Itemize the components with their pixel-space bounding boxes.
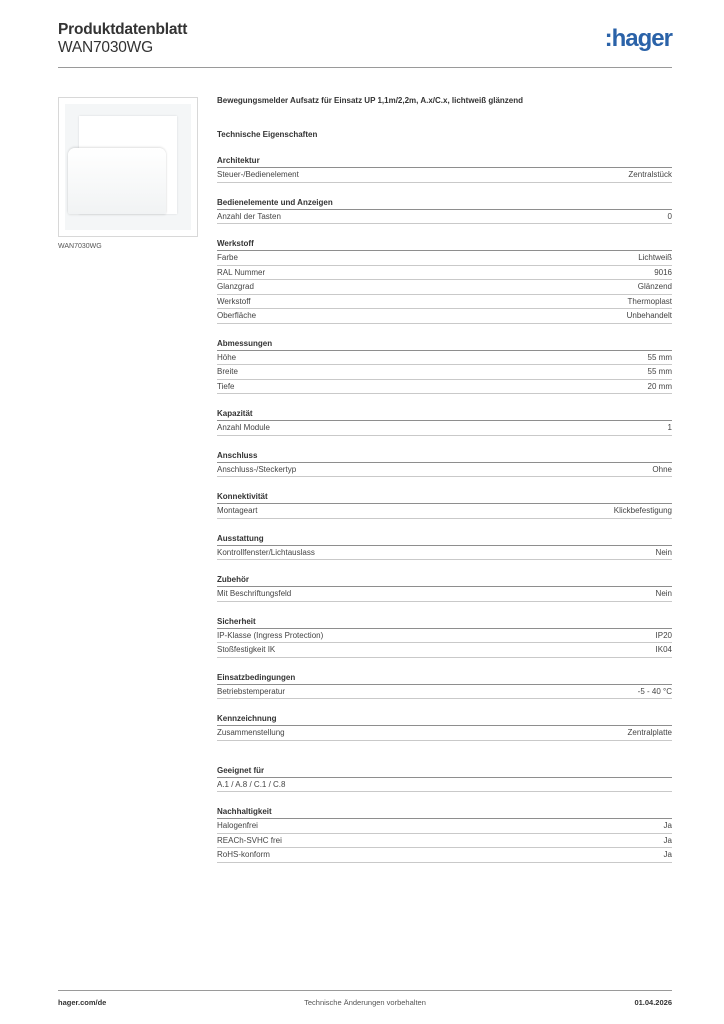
section-title: Sicherheit — [217, 616, 672, 629]
spec-value: IK04 — [655, 645, 672, 654]
spec-value: IP20 — [655, 630, 672, 640]
spec-value: Zentralstück — [628, 170, 672, 179]
spec-row — [217, 778, 672, 793]
section-title: Abmessungen — [217, 338, 672, 351]
spec-label: Werkstoff — [217, 296, 251, 306]
spec-section — [217, 533, 672, 561]
section-title: Kennzeichnung — [217, 713, 672, 726]
spec-label: Tiefe — [217, 381, 235, 391]
spec-value: Zentralplatte — [627, 728, 672, 737]
spec-section — [217, 491, 672, 519]
section-title: Werkstoff — [217, 238, 672, 251]
spec-section — [217, 197, 672, 225]
spec-row — [217, 421, 672, 436]
spec-row — [217, 251, 672, 266]
footer-disclaimer: Technische Änderungen vorbehalten — [304, 998, 426, 1007]
section-title: Anschluss — [217, 450, 672, 463]
section-title: Kapazität — [217, 408, 672, 421]
spec-section — [217, 672, 672, 700]
spec-value: 0 — [667, 211, 672, 221]
spec-label: Anzahl der Tasten — [217, 211, 281, 221]
footer-website: hager.com/de — [58, 998, 107, 1007]
spec-row — [217, 295, 672, 310]
spec-row — [217, 351, 672, 366]
spec-value: Klickbefestigung — [613, 506, 672, 515]
spec-row — [217, 168, 672, 183]
motion-detector-cover — [68, 148, 166, 214]
footer-divider — [58, 990, 672, 991]
spec-label: REACh-SVHC frei — [217, 835, 282, 845]
spec-row — [217, 463, 672, 478]
spec-row — [217, 629, 672, 644]
page-footer — [58, 998, 672, 1010]
product-image-caption: WAN7030WG — [58, 243, 102, 250]
footer-date: 01.04.2026 — [634, 998, 672, 1007]
spec-row — [217, 587, 672, 602]
spec-row — [217, 685, 672, 700]
spec-label: Anschluss-/Steckertyp — [217, 464, 297, 474]
product-image — [58, 97, 198, 237]
spec-label: Betriebstemperatur — [217, 686, 286, 696]
spec-label: Kontrollfenster/Lichtauslass — [217, 547, 315, 557]
section-title: Nachhaltigkeit — [217, 806, 672, 819]
technical-properties-heading: Technische Eigenschaften — [217, 130, 318, 139]
spec-value: 1 — [667, 423, 672, 432]
section-title: Einsatzbedingungen — [217, 672, 672, 685]
spec-label: Oberfläche — [217, 311, 257, 320]
spec-label: A.1 / A.8 / C.1 / C.8 — [217, 779, 286, 789]
spec-section — [217, 155, 672, 183]
spec-value: 9016 — [654, 267, 672, 277]
spec-value: Nein — [655, 547, 672, 557]
spec-value: Ja — [663, 850, 672, 859]
spec-row — [217, 309, 672, 324]
spec-label: IP-Klasse (Ingress Protection) — [217, 630, 324, 640]
spec-value: Nein — [655, 589, 672, 598]
spec-section — [217, 238, 672, 324]
spec-section — [217, 713, 672, 741]
spec-label: Höhe — [217, 352, 237, 362]
spec-label: Glanzgrad — [217, 282, 254, 291]
spec-label: Farbe — [217, 253, 238, 262]
spec-value: Ja — [663, 835, 672, 845]
spec-value: Glänzend — [637, 282, 672, 291]
spec-row — [217, 210, 672, 225]
spec-section — [217, 450, 672, 478]
spec-section — [217, 765, 672, 793]
spec-row — [217, 504, 672, 519]
spec-row — [217, 726, 672, 741]
spec-value: 55 mm — [647, 352, 672, 362]
spec-value: Unbehandelt — [626, 311, 672, 320]
spec-value: 20 mm — [647, 381, 672, 391]
spec-value: Ohne — [652, 464, 672, 474]
spec-row — [217, 266, 672, 281]
spec-row — [217, 834, 672, 849]
spec-label: Anzahl Module — [217, 423, 270, 432]
spec-label: Breite — [217, 367, 238, 376]
spec-section — [217, 338, 672, 395]
section-title: Ausstattung — [217, 533, 672, 546]
document-title: Produktdatenblatt — [58, 21, 188, 38]
spec-label: RoHS-konform — [217, 850, 270, 859]
spec-row — [217, 280, 672, 295]
spec-row — [217, 365, 672, 380]
section-title: Zubehör — [217, 574, 672, 587]
specification-sections — [217, 155, 672, 863]
spec-row — [217, 380, 672, 395]
spec-label: Steuer-/Bedienelement — [217, 170, 299, 179]
spec-value: Thermoplast — [627, 296, 672, 306]
page-header — [58, 20, 672, 66]
spec-label: Zusammenstellung — [217, 728, 285, 737]
spec-row — [217, 848, 672, 863]
spec-row — [217, 546, 672, 561]
spec-label: Halogenfrei — [217, 821, 258, 830]
specification-content — [217, 95, 672, 863]
section-title: Architektur — [217, 155, 672, 168]
product-description: Bewegungsmelder Aufsatz für Einsatz UP 1,1m/2,2m, A.x/C.x, lichtweiß glänzend — [217, 96, 523, 105]
article-number: WAN7030WG — [58, 39, 153, 56]
spec-label: Mit Beschriftungsfeld — [217, 589, 292, 598]
spec-row — [217, 819, 672, 834]
spec-section — [217, 574, 672, 602]
spec-value: -5 - 40 °C — [637, 686, 672, 696]
spec-label: RAL Nummer — [217, 267, 266, 277]
spec-section — [217, 806, 672, 863]
section-title: Konnektivität — [217, 491, 672, 504]
spec-section — [217, 408, 672, 436]
spec-label: Montageart — [217, 506, 258, 515]
spec-value: 55 mm — [647, 367, 672, 376]
spec-label: Stoßfestigkeit IK — [217, 645, 276, 654]
section-title: Geeignet für — [217, 765, 672, 778]
header-divider — [58, 67, 672, 68]
spec-section — [217, 616, 672, 658]
section-title: Bedienelemente und Anzeigen — [217, 197, 672, 210]
hager-logo: :hager — [604, 25, 672, 52]
spec-value: Ja — [663, 821, 672, 830]
spec-row — [217, 643, 672, 658]
spec-value: Lichtweiß — [638, 253, 672, 262]
